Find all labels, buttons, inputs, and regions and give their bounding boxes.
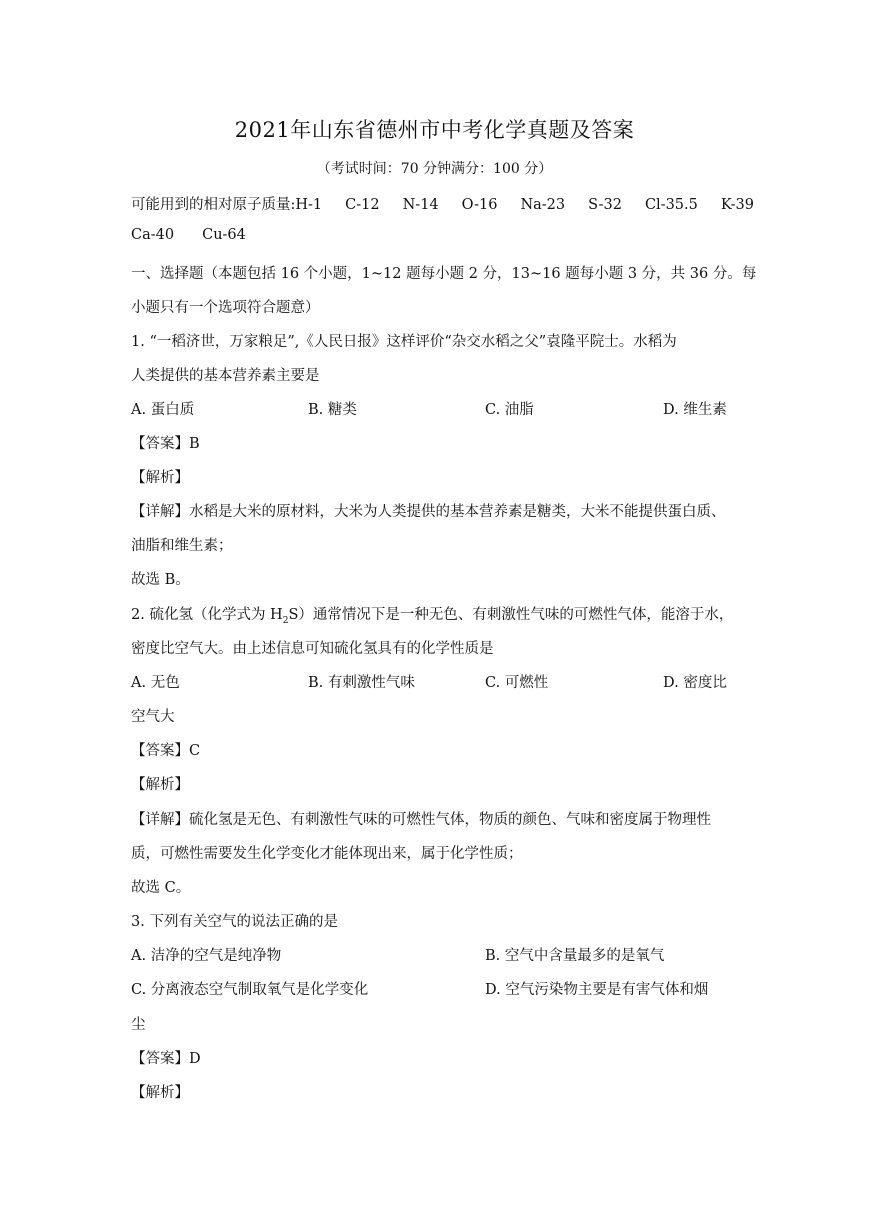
q1-option-b: B. 糖类 bbox=[308, 402, 357, 418]
atomic-mass-item: K-39 bbox=[720, 197, 755, 213]
atomic-mass-line-2 bbox=[131, 227, 246, 243]
question-2-text-cont: 密度比空气大。由上述信息可知硫化氢具有的化学性质是 bbox=[131, 641, 494, 657]
q1-option-d: D. 维生素 bbox=[663, 402, 727, 418]
q2-option-d: D. 密度比 bbox=[663, 675, 727, 691]
q1-detail: 【详解】水稻是大米的原材料，大米为人类提供的基本营养素是糖类，大米不能提供蛋白质、 bbox=[131, 504, 726, 520]
q2-text-b: S）通常情况下是一种无色、有刺激性气味的可燃性气体，能溶于水， bbox=[288, 607, 734, 623]
q2-option-a: A. 无色 bbox=[131, 675, 180, 691]
question-3-text: 3. 下列有关空气的说法正确的是 bbox=[131, 914, 338, 930]
q3-analysis-label: 【解析】 bbox=[131, 1085, 189, 1101]
question-1-text: 1. “一稻济世，万家粮足”,《人民日报》这样评价“杂交水稻之父”袁隆平院士。水稻为 bbox=[131, 334, 677, 350]
atomic-mass-item: S-32 bbox=[588, 197, 622, 213]
q1-option-c: C. 油脂 bbox=[485, 402, 534, 418]
q1-answer: 【答案】B bbox=[131, 436, 200, 452]
q3-option-b: B. 空气中含量最多的是氧气 bbox=[485, 948, 665, 964]
q1-detail-cont: 油脂和维生素； bbox=[131, 538, 233, 554]
atomic-mass-item: Na-23 bbox=[520, 197, 566, 213]
q2-option-b: B. 有刺激性气味 bbox=[308, 675, 415, 691]
page-title: 2021年山东省德州市中考化学真题及答案 bbox=[234, 118, 635, 142]
q2-analysis-label: 【解析】 bbox=[131, 777, 189, 793]
exam-info: （考试时间：70 分钟满分：100 分） bbox=[316, 161, 553, 177]
q3-option-a: A. 洁净的空气是纯净物 bbox=[131, 948, 282, 964]
q2-detail-cont: 质，可燃性需要发生化学变化才能体现出来，属于化学性质； bbox=[131, 846, 523, 862]
atomic-mass-prefix: 可能用到的相对原子质量:H-1 bbox=[131, 197, 323, 213]
q1-analysis-label: 【解析】 bbox=[131, 470, 189, 486]
q3-option-d-cont: 尘 bbox=[131, 1017, 146, 1033]
q2-formula-subscript: 2 bbox=[282, 615, 289, 626]
q2-text-a: 2. 硫化氢（化学式为 H bbox=[131, 607, 283, 623]
atomic-mass-item: Cu-64 bbox=[202, 227, 246, 243]
q2-conclusion: 故选 C。 bbox=[131, 880, 191, 896]
atomic-mass-item: N-14 bbox=[402, 197, 439, 213]
atomic-mass-item: O-16 bbox=[461, 197, 498, 213]
q1-option-a: A. 蛋白质 bbox=[131, 402, 195, 418]
q3-option-d: D. 空气污染物主要是有害气体和烟 bbox=[485, 982, 709, 998]
question-1-text-cont: 人类提供的基本营养素主要是 bbox=[131, 368, 320, 384]
atomic-mass-line bbox=[131, 193, 754, 214]
q2-answer: 【答案】C bbox=[131, 743, 201, 759]
q2-option-c: C. 可燃性 bbox=[485, 675, 549, 691]
atomic-mass-item: Ca-40 bbox=[131, 227, 175, 243]
atomic-mass-item: Cl-35.5 bbox=[644, 197, 698, 213]
section-heading-cont: 小题只有一个选项符合题意） bbox=[131, 300, 320, 316]
q2-detail: 【详解】硫化氢是无色、有刺激性气味的可燃性气体，物质的颜色、气味和密度属于物理性 bbox=[131, 812, 711, 828]
q2-option-d-cont: 空气大 bbox=[131, 709, 175, 725]
q3-option-c: C. 分离液态空气制取氧气是化学变化 bbox=[131, 982, 369, 998]
section-heading: 一、选择题（本题包括 16 个小题，1~12 题每小题 2 分，13~16 题每小题 3 分，共 36 分。每 bbox=[131, 266, 757, 282]
q3-answer: 【答案】D bbox=[131, 1051, 201, 1067]
question-2-text bbox=[131, 603, 733, 626]
atomic-mass-item: C-12 bbox=[345, 197, 380, 213]
q1-conclusion: 故选 B。 bbox=[131, 572, 190, 588]
